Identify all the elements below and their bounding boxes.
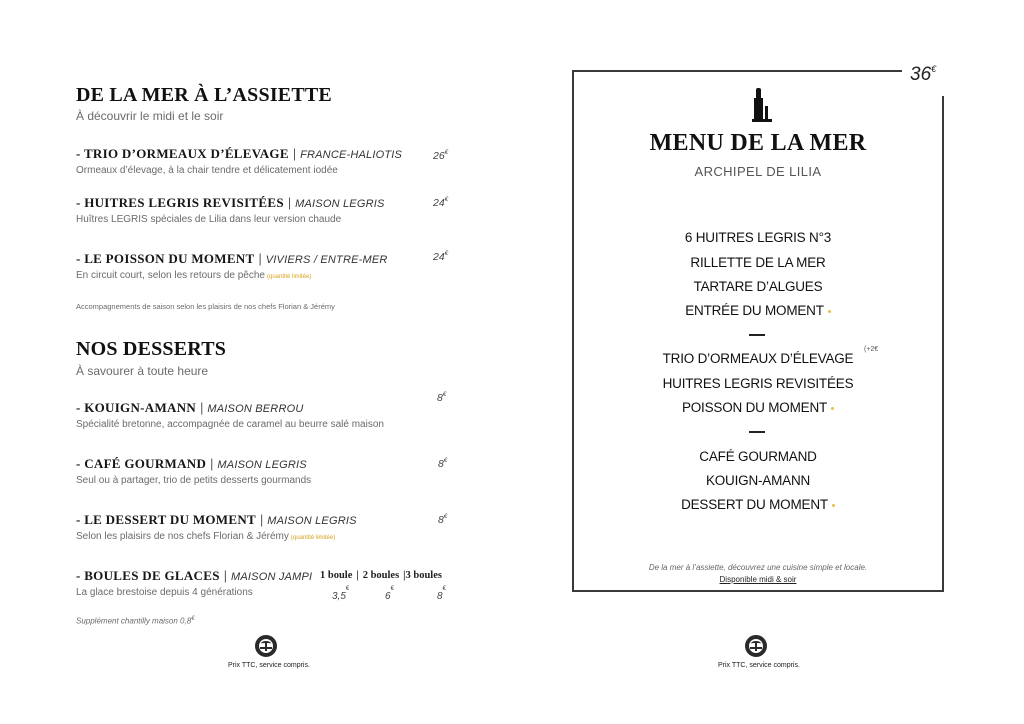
restaurant-logo-icon	[745, 635, 767, 657]
starter-item: ENTRÉE DU MOMENT	[572, 303, 944, 318]
availability-note: Disponible midi & soir	[719, 575, 797, 584]
item-separator: |	[287, 196, 292, 210]
dessert-item: DESSERT DU MOMENT	[572, 497, 944, 512]
item-name: LE DESSERT DU MOMENT	[84, 512, 256, 527]
item-separator: |	[258, 252, 262, 266]
item-maker: VIVIERS / ENTRE-MER	[265, 254, 388, 266]
starter-item: RILLETTE DE LA MER	[690, 255, 826, 270]
item-name: CAFÉ GOURMAND	[84, 456, 207, 471]
restaurant-logo-icon	[255, 635, 277, 657]
dessert-item: CAFÉ GOURMAND	[699, 449, 817, 464]
limited-dot-icon	[832, 504, 835, 507]
ice-cream-price-table	[320, 570, 470, 581]
item-separator: |	[223, 569, 227, 583]
menu-item	[76, 456, 476, 486]
accompaniment-note: Accompagnements de saison selon les plaisirs de nos chefs Florian & Jérémy	[76, 302, 335, 311]
item-dash: -	[76, 456, 85, 471]
limited-quantity-badge: (quantité limitée)	[266, 274, 312, 280]
item-maker: MAISON LEGRIS	[295, 198, 385, 210]
main-item: HUITRES LEGRIS REVISITÉES	[662, 376, 854, 391]
item-maker: FRANCE-HALIOTIS	[300, 149, 403, 161]
section-title-sea: DE LA MER À L’ASSIETTE	[76, 84, 332, 106]
menu-item	[76, 251, 476, 281]
item-name: BOULES DE GLACES	[84, 568, 220, 583]
footer-price-note: Prix TTC, service compris.	[228, 662, 310, 669]
menu-item	[76, 146, 476, 176]
item-price: 24€	[433, 251, 449, 263]
lighthouse-icon	[752, 88, 776, 122]
price-2-scoops: 6€	[385, 586, 394, 602]
item-description: En circuit court, selon les retours de pêche (quantité limitée)	[76, 270, 312, 281]
item-price: 26€	[433, 150, 449, 162]
header-1-scoop: 1 boule	[320, 570, 353, 581]
starter-item: 6 HUITRES LEGRIS N°3	[684, 230, 832, 245]
header-2-scoops: 2 boules	[362, 570, 400, 581]
item-dash: -	[76, 195, 85, 210]
ice-cream-headers	[320, 570, 470, 581]
item-description: Seul ou à partager, trio de petits desserts gourmands	[76, 475, 312, 486]
item-dash: -	[76, 146, 84, 161]
item-maker: MAISON LEGRIS	[217, 459, 307, 471]
item-name: LE POISSON DU MOMENT	[84, 251, 255, 266]
menu-item	[76, 568, 326, 598]
main-item: POISSON DU MOMENT	[572, 400, 944, 415]
item-price: 8€	[438, 458, 448, 470]
item-description: La glace brestoise depuis 4 générations	[76, 587, 253, 598]
limited-dot-icon	[831, 407, 834, 410]
limited-dot-icon	[828, 310, 831, 313]
item-separator: |	[292, 147, 297, 161]
item-separator: |	[200, 401, 204, 415]
item-price: 8€	[438, 514, 448, 526]
main-supplement: (+2€	[864, 346, 879, 353]
item-maker: MAISON JAMPI	[231, 571, 313, 583]
price-3-scoops: 8€	[437, 586, 446, 602]
item-dash: -	[76, 251, 85, 266]
item-price: 8€	[437, 392, 447, 404]
price-1-scoop: 3,5€	[332, 586, 350, 602]
item-dash: -	[76, 400, 85, 415]
item-dash: -	[76, 568, 85, 583]
course-divider	[749, 334, 765, 336]
item-separator: |	[260, 513, 264, 527]
section-title-desserts: NOS DESSERTS	[76, 338, 227, 360]
item-separator: |	[210, 457, 214, 471]
item-maker: MAISON BERROU	[207, 403, 304, 415]
menu-title: MENU DE LA MER	[649, 130, 867, 156]
item-name: TRIO D’ORMEAUX D’ÉLEVAGE	[83, 146, 289, 161]
frame-top-border	[572, 70, 902, 72]
section-subtitle-desserts: À savourer à toute heure	[76, 364, 209, 378]
footer-price-note: Prix TTC, service compris.	[718, 662, 800, 669]
menu-tagline: De la mer à l’assiette, découvrez une cuisine simple et locale.	[648, 563, 868, 572]
menu-item	[76, 512, 476, 542]
section-subtitle-sea: À découvrir le midi et le soir	[76, 109, 224, 123]
item-name: KOUIGN-AMANN	[84, 400, 197, 415]
item-price: 24€	[433, 197, 449, 209]
menu-item	[76, 392, 476, 430]
item-description: Spécialité bretonne, accompagnée de caramel au beurre salé maison	[76, 419, 384, 430]
dessert-item: KOUIGN-AMANN	[705, 473, 811, 488]
menu-item	[76, 195, 476, 225]
item-name: HUITRES LEGRIS REVISITÉES	[84, 195, 284, 210]
header-separator: |	[356, 570, 359, 581]
header-3-scoops: |3 boules	[403, 570, 442, 581]
item-description: Huîtres LEGRIS spéciales de Lilia dans leur version chaude	[76, 214, 342, 225]
course-divider	[749, 431, 765, 433]
limited-quantity-badge: (quantité limitée)	[290, 535, 336, 541]
main-item: TRIO D’ORMEAUX D’ÉLEVAGE	[662, 351, 854, 366]
menu-subtitle: ARCHIPEL DE LILIA	[694, 164, 822, 179]
item-maker: MAISON LEGRIS	[267, 515, 357, 527]
menu-price: 36€	[910, 64, 937, 85]
item-description: Selon les plaisirs de nos chefs Florian & Jérémy (quantité limitée)	[76, 531, 336, 542]
starter-item: TARTARE D’ALGUES	[693, 279, 823, 294]
item-dash: -	[76, 512, 85, 527]
item-description: Ormeaux d’élevage, à la chair tendre et délicatement iodée	[76, 165, 338, 176]
supplement-note: Supplément chantilly maison 0,8€	[76, 616, 195, 626]
